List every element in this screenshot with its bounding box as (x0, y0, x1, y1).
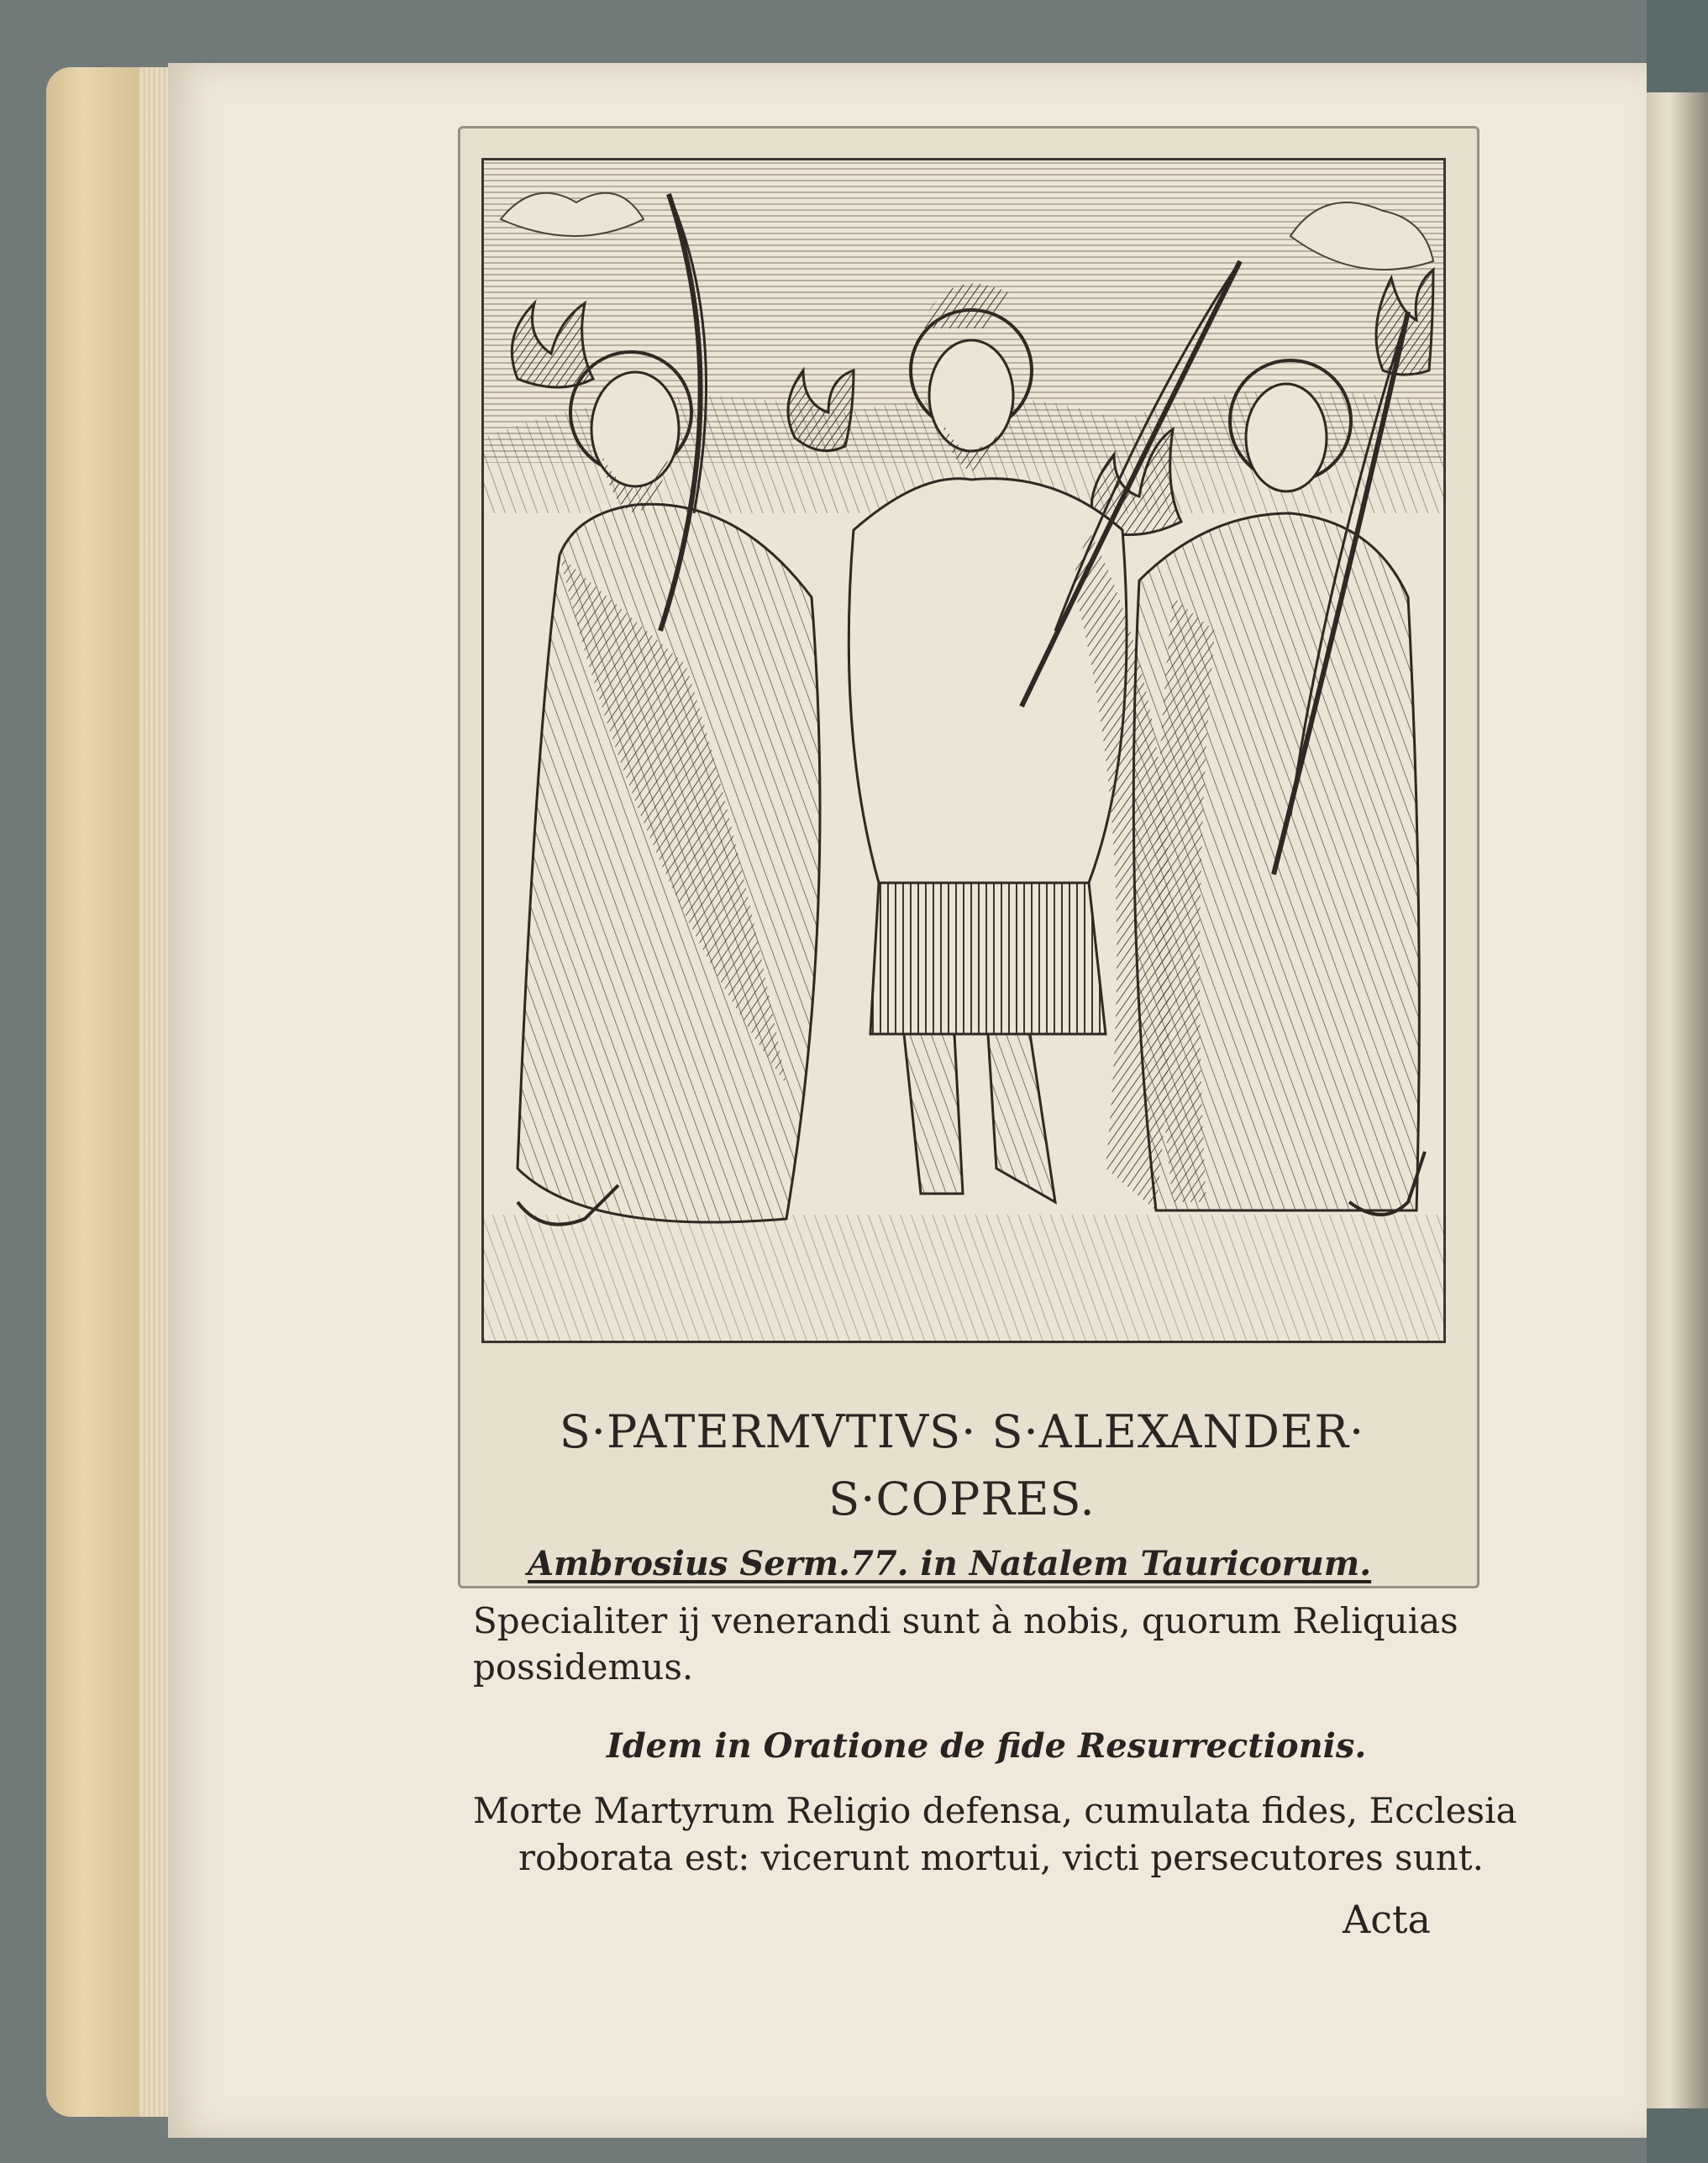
quotation-2 (473, 1788, 1517, 1882)
source-citation-2: Idem in Oratione de fide Resurrectionis. (607, 1726, 1367, 1766)
quotation-1-line-2: possidemus. (473, 1646, 694, 1688)
quotation-2-line-1: Morte Martyrum Religio defensa, cumulata fides, Ecclesia (473, 1790, 1517, 1831)
facing-page-edge (1642, 92, 1708, 2108)
plate-caption: S·PATERMVTIVS· S·ALEXANDER· S·COPRES. (559, 1405, 1365, 1525)
ground (484, 1215, 1443, 1341)
tunic-skirt (870, 883, 1106, 1034)
quotation-2-line-2: roborata est: vicerunt mortui, victi persecutores sunt. (518, 1837, 1484, 1878)
quotation-1 (473, 1600, 1458, 1688)
engraving-illustration (481, 158, 1446, 1343)
quotation-1-line-1: Specialiter ij venerandi sunt à nobis, quorum Reliquias (473, 1600, 1458, 1641)
book-fore-edge (46, 67, 139, 2117)
catchword: Acta (1343, 1897, 1431, 1942)
source-citation-1: Ambrosius Serm.77. in Natalem Tauricorum. (528, 1544, 1372, 1583)
